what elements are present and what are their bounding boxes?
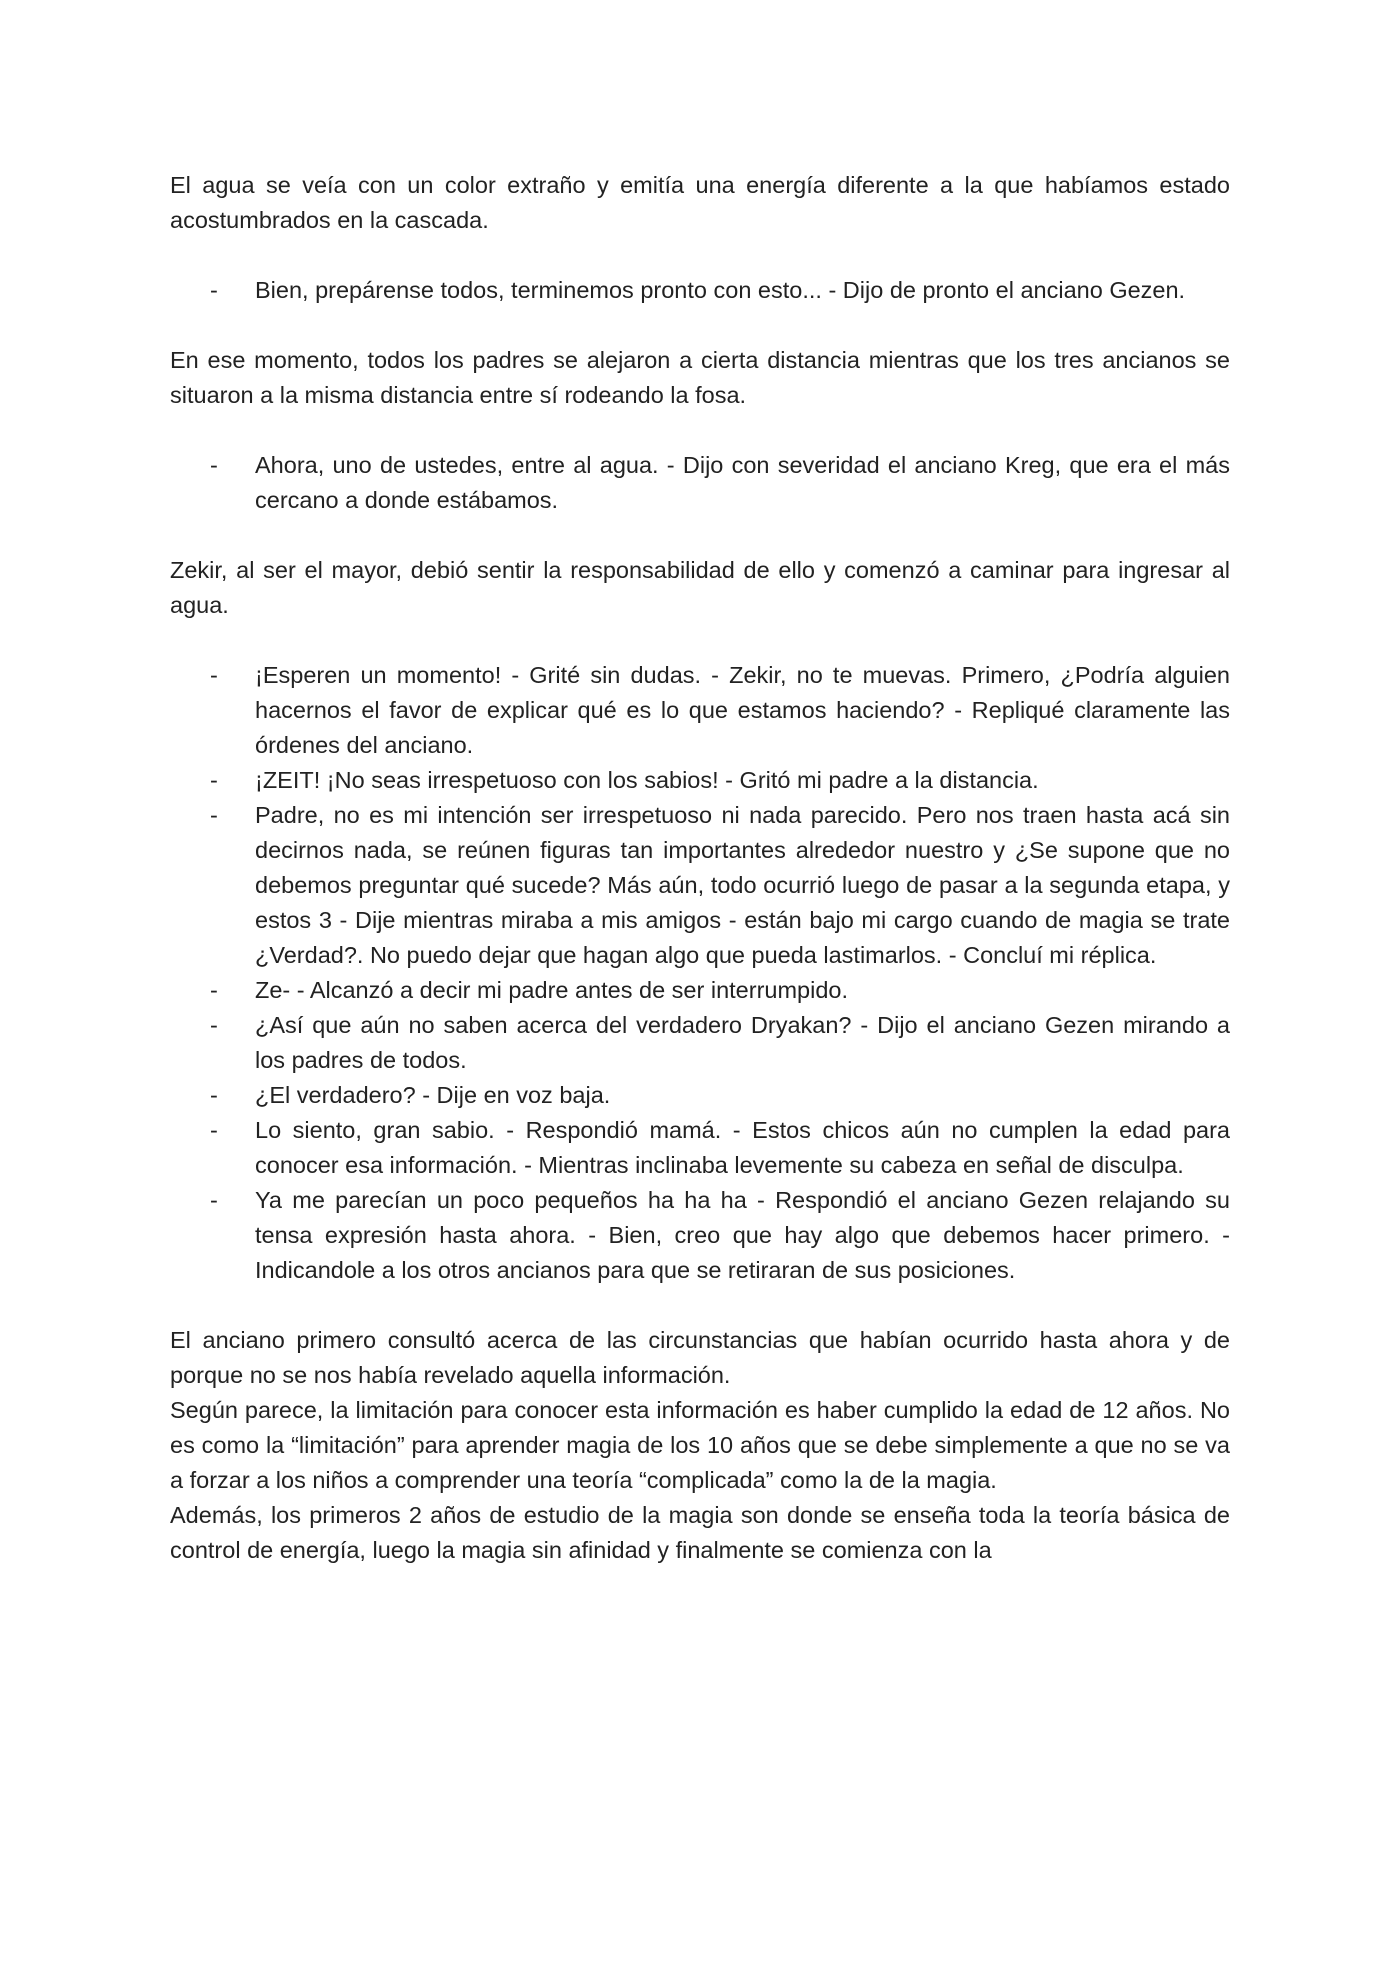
paragraph: Además, los primeros 2 años de estudio de la magia son donde se enseña toda la teoría básica de control de energía, luego la magia sin afinidad y finalmente se comienza con la (170, 1502, 1230, 1563)
dialogue-line (170, 658, 1230, 763)
dialogue-line (170, 798, 1230, 973)
dialogue-text: Ahora, uno de ustedes, entre al agua. - Dijo con severidad el anciano Kreg, que era el más cercano a donde estábamos. (255, 452, 1230, 513)
dialogue-text: ¡Esperen un momento! - Grité sin dudas. - Zekir, no te muevas. Primero, ¿Podría alguien hacernos el favor de explicar qué es lo que estamos haciendo? - Repliqué claramente las órdenes del anciano. (255, 662, 1230, 758)
dash-bullet: - (210, 1117, 218, 1143)
paragraph: Zekir, al ser el mayor, debió sentir la responsabilidad de ello y comenzó a caminar para ingresar al agua. (170, 557, 1230, 618)
paragraph: Según parece, la limitación para conocer esta información es haber cumplido la edad de 12 años. No es como la “limitación” para aprender magia de los 10 años que se debe simplemente a que no se va a forzar a los niños a comprender una teoría “complicada” como la de la magia. (170, 1397, 1230, 1493)
dash-bullet: - (210, 1082, 218, 1108)
dialogue-line (170, 973, 1230, 1008)
dialogue-list (170, 273, 1230, 308)
dash-bullet: - (210, 1187, 218, 1213)
dialogue-line (170, 1008, 1230, 1078)
dialogue-line (170, 763, 1230, 798)
document-page (170, 168, 1230, 1568)
dialogue-line (170, 1183, 1230, 1288)
dash-bullet: - (210, 767, 218, 793)
dialogue-list (170, 448, 1230, 518)
dialogue-text: ¿El verdadero? - Dije en voz baja. (255, 1082, 611, 1108)
dash-bullet: - (210, 277, 218, 303)
dialogue-text: Ya me parecían un poco pequeños ha ha ha - Respondió el anciano Gezen relajando su tensa expresión hasta ahora. - Bien, creo que hay algo que debemos hacer primero. - Indicandole a los otros ancianos para que se retiraran de sus posiciones. (255, 1187, 1230, 1283)
dash-bullet: - (210, 662, 218, 688)
dialogue-text: Ze- - Alcanzó a decir mi padre antes de ser interrumpido. (255, 977, 848, 1003)
dash-bullet: - (210, 1012, 218, 1038)
dash-bullet: - (210, 452, 218, 478)
dash-bullet: - (210, 802, 218, 828)
dialogue-text: Padre, no es mi intención ser irrespetuoso ni nada parecido. Pero nos traen hasta acá sin decirnos nada, se reúnen figuras tan importantes alrededor nuestro y ¿Se supone que no debemos preguntar qué sucede? Más aún, todo ocurrió luego de pasar a la segunda etapa, y estos 3 - Dije mientras miraba a mis amigos - están bajo mi cargo cuando de magia se trate ¿Verdad?. No puedo dejar que hagan algo que pueda lastimarlos. - Concluí mi réplica. (255, 802, 1230, 968)
paragraph: El agua se veía con un color extraño y emitía una energía diferente a la que habíamos estado acostumbrados en la cascada. (170, 172, 1230, 233)
paragraph: El anciano primero consultó acerca de las circunstancias que habían ocurrido hasta ahora y de porque no se nos había revelado aquella información. (170, 1327, 1230, 1388)
dialogue-line (170, 273, 1230, 308)
dialogue-text: ¿Así que aún no saben acerca del verdadero Dryakan? - Dijo el anciano Gezen mirando a los padres de todos. (255, 1012, 1230, 1073)
dialogue-text: ¡ZEIT! ¡No seas irrespetuoso con los sabios! - Gritó mi padre a la distancia. (255, 767, 1039, 793)
dialogue-line (170, 1078, 1230, 1113)
dialogue-text: Bien, prepárense todos, terminemos pronto con esto... - Dijo de pronto el anciano Gezen. (255, 277, 1186, 303)
paragraph: En ese momento, todos los padres se alejaron a cierta distancia mientras que los tres ancianos se situaron a la misma distancia entre sí rodeando la fosa. (170, 347, 1230, 408)
dialogue-list (170, 658, 1230, 1288)
dash-bullet: - (210, 977, 218, 1003)
dialogue-text: Lo siento, gran sabio. - Respondió mamá. - Estos chicos aún no cumplen la edad para conocer esa información. - Mientras inclinaba levemente su cabeza en señal de disculpa. (255, 1117, 1230, 1178)
dialogue-line (170, 448, 1230, 518)
dialogue-line (170, 1113, 1230, 1183)
